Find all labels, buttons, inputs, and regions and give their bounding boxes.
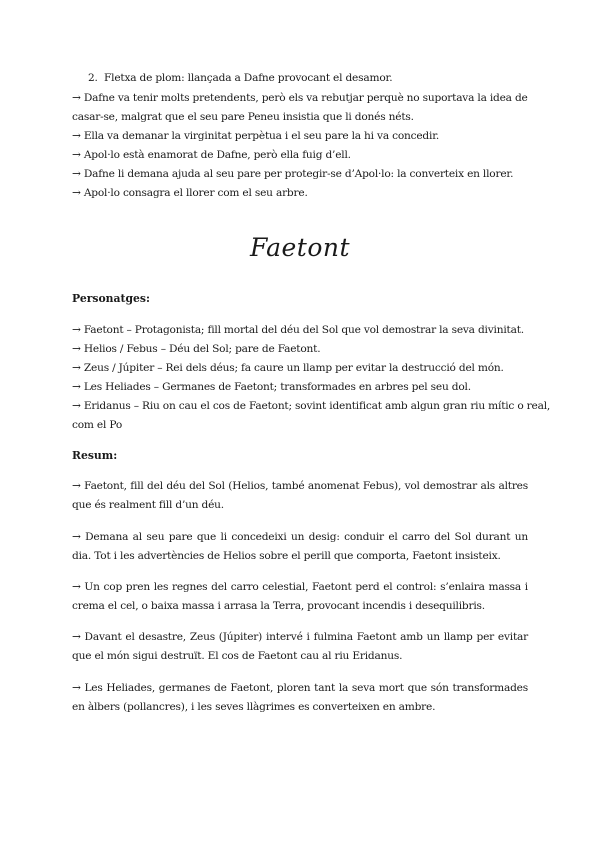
character-item: → Helios / Febus – Déu del Sol; pare de Faetont.: [72, 343, 321, 355]
summary-paragraph: → Faetont, fill del déu del Sol (Helios, també anomenat Febus), vol demostrar als altres que és realment fill d’un déu.: [72, 480, 528, 511]
summary-heading: Resum:: [72, 449, 118, 462]
summary-paragraph: → Un cop pren les regnes del carro celestial, Faetont perd el control: s’enlaira massa i crema el cel, o baixa massa i arrasa la Terra, provocant incendis i desequilibris.: [72, 581, 528, 612]
character-item: → Eridanus – Riu on cau el cos de Faetont; sovint identificat amb algun gran riu mític o real,: [72, 400, 551, 412]
summary-paragraph: → Davant el desastre, Zeus (Júpiter) intervé i fulmina Faetont amb un llamp per evitar que el món sigui destruït. El cos de Faetont cau al riu Eridanus.: [72, 631, 528, 662]
summary-paragraph: → Les Heliades, germanes de Faetont, ploren tant la seva mort que són transformades en àlbers (pollancres), i les seves llàgrimes es converteixen en ambre.: [72, 682, 528, 713]
character-item: → Faetont – Protagonista; fill mortal del déu del Sol que vol demostrar la seva divinitat.: [72, 324, 524, 336]
character-item: com el Po: [72, 419, 123, 431]
character-item: → Les Heliades – Germanes de Faetont; transformades en arbres pel seu dol.: [72, 381, 471, 393]
intro-line: casar-se, malgrat que el seu pare Peneu insistia que li donés néts.: [72, 111, 414, 123]
character-item: → Zeus / Júpiter – Rei dels déus; fa caure un llamp per evitar la destrucció del món.: [72, 362, 504, 374]
intro-line: → Dafne va tenir molts pretendents, però els va rebutjar perquè no suportava la idea de: [72, 92, 528, 104]
intro-line: → Ella va demanar la virginitat perpètua i el seu pare la hi va concedir.: [72, 130, 440, 142]
intro-line: → Dafne li demana ajuda al seu pare per protegir-se d’Apol·lo: la converteix en llorer.: [72, 168, 514, 180]
intro-line: → Apol·lo està enamorat de Dafne, però ella fuig d’ell.: [72, 149, 351, 161]
page-title: Faetont: [249, 233, 351, 262]
summary-paragraph: → Demana al seu pare que li concedeixi un desig: conduir el carro del Sol durant un dia. Tot i les advertències de Helios sobre el perill que comporta, Faetont insisteix.: [72, 531, 528, 562]
intro-line: → Apol·lo consagra el llorer com el seu arbre.: [72, 187, 308, 199]
item-number: 2.: [88, 72, 98, 84]
characters-heading: Personatges:: [72, 292, 150, 305]
numbered-item: [88, 70, 528, 86]
item-text: Fletxa de plom: llançada a Dafne provocant el desamor.: [104, 72, 393, 84]
